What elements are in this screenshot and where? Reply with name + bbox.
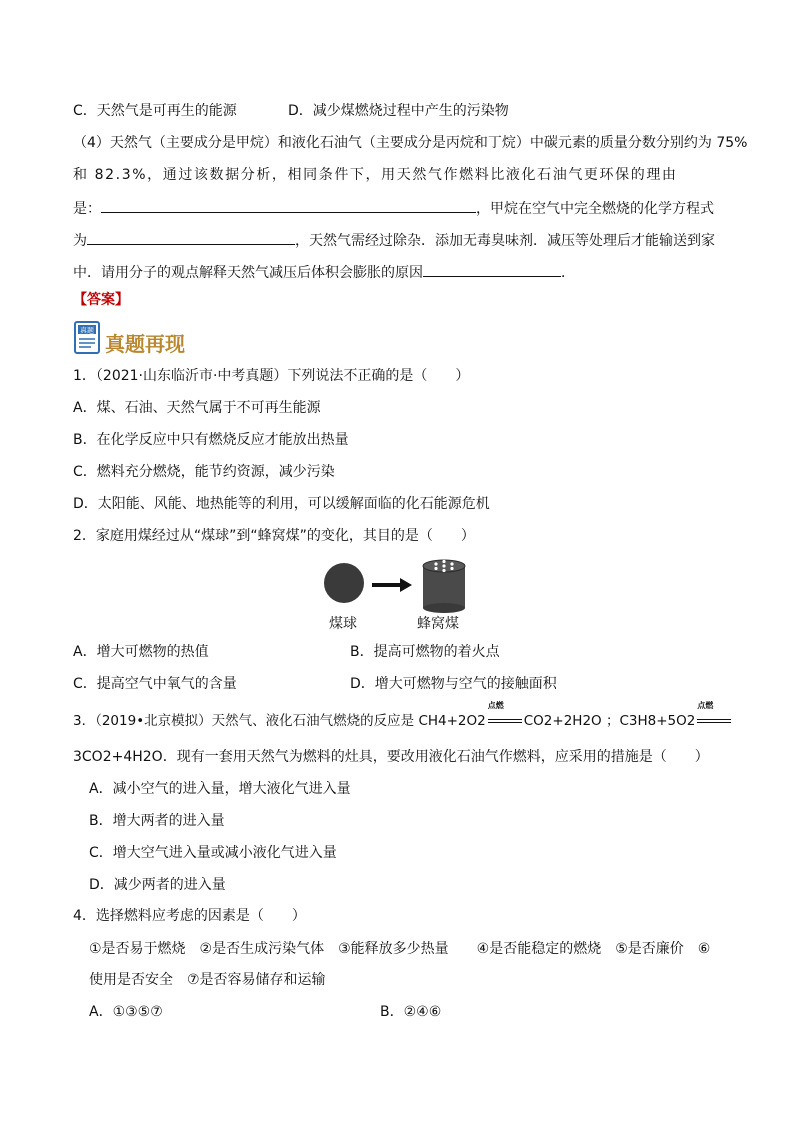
q-prev-option-c: C．天然气是可再生的能源 <box>73 103 237 119</box>
q3-line2: 3CO2+4H2O．现有一套用天然气为燃料的灶具，要改用液化石油气作燃料，应采用的措施是（ ） <box>73 749 709 765</box>
q3-eq2-reactants: C3H8+5O2 <box>619 713 696 729</box>
honeycomb-coal-shape <box>423 560 465 613</box>
q1-option-c[interactable]: C．燃料充分燃烧，能节约资源，减少污染 <box>73 464 335 480</box>
arrow-head-icon <box>400 578 412 592</box>
answer-blank-2[interactable] <box>87 230 295 245</box>
coal-ball-caption: 煤球 <box>329 616 357 632</box>
q3-eq1-reactants: CH4+2O2 <box>418 713 486 729</box>
q3-stem <box>73 701 733 731</box>
q-prev-part4-line4-start: 为 <box>73 233 87 249</box>
q3-eq1-condition: 点燃 <box>487 701 504 710</box>
q3-eq1-products: CO2+2H2O <box>523 713 602 729</box>
q2-option-a[interactable]: A．增大可燃物的热值 <box>73 644 209 660</box>
q-prev-part4-line1: （4）天然气（主要成分是甲烷）和液化石油气（主要成分是丙烷和丁烷）中碳元素的质量分数分别约为 75% <box>73 135 748 151</box>
answer-label: 【答案】 <box>73 292 129 308</box>
exam-paper-icon-label: 真题 <box>80 326 94 335</box>
q-prev-part4-line2: 和 82.3%，通过该数据分析，相同条件下，用天然气作燃料比液化石油气更环保的理由 <box>73 167 678 183</box>
q3-option-b[interactable]: B．增大两者的进入量 <box>89 813 225 829</box>
q-prev-part4-line5 <box>73 262 575 283</box>
q-prev-part4-line5-start: 中．请用分子的观点解释天然气减压后体积会膨胀的原因 <box>73 265 423 281</box>
coal-illustration <box>322 556 472 616</box>
q-prev-option-d: D．减少煤燃烧过程中产生的污染物 <box>288 103 509 119</box>
q2-option-d[interactable]: D．增大可燃物与空气的接触面积 <box>350 676 557 692</box>
q-prev-part4-line5-end: ． <box>561 265 575 281</box>
honeycomb-coal-caption: 蜂窝煤 <box>417 616 459 632</box>
q3-option-d[interactable]: D．减少两者的进入量 <box>89 877 226 893</box>
q4-stem: 4．选择燃料应考虑的因素是（ ） <box>73 908 306 924</box>
q4-option-b[interactable]: B．②④⑥ <box>380 1004 442 1020</box>
q-prev-part4-line4-end: ，天然气需经过除杂．添加无毒臭味剂．减压等处理后才能输送到家 <box>295 233 715 249</box>
q-prev-part4-line3-start: 是： <box>73 201 101 217</box>
q2-option-b[interactable]: B．提高可燃物的着火点 <box>350 644 500 660</box>
q1-option-d[interactable]: D．太阳能、风能、地热能等的利用，可以缓解面临的化石能源危机 <box>73 496 490 512</box>
q4-items-line2: 使用是否安全 ⑦是否容易储存和运输 <box>89 972 326 988</box>
q1-option-b[interactable]: B．在化学反应中只有燃烧反应才能放出热量 <box>73 432 349 448</box>
q3-option-c[interactable]: C．增大空气进入量或减小液化气进入量 <box>89 845 337 861</box>
answer-blank-3[interactable] <box>423 262 561 277</box>
q1-stem: 1．（2021·山东临沂市·中考真题）下列说法不正确的是（ ） <box>73 368 470 384</box>
answer-blank-1[interactable] <box>101 198 476 213</box>
q1-option-a[interactable]: A．煤、石油、天然气属于不可再生能源 <box>73 400 321 416</box>
q4-option-a[interactable]: A．①③⑤⑦ <box>89 1004 163 1020</box>
q3-eq2-condition: 点燃 <box>697 701 714 710</box>
q-prev-part4-line4 <box>73 230 715 251</box>
q-prev-part4-line3 <box>73 198 714 219</box>
q2-option-c[interactable]: C．提高空气中氧气的含量 <box>73 676 237 692</box>
q4-items-line1: ①是否易于燃烧 ②是否生成污染气体 ③能释放多少热量 ④是否能稳定的燃烧 ⑤是否廉价 ⑥ <box>89 941 711 957</box>
q3-separator: ； <box>605 713 620 729</box>
coal-ball-shape <box>324 563 364 603</box>
q2-stem: 2．家庭用煤经过从“煤球”到“蜂窝煤”的变化，其目的是（ ） <box>73 528 475 544</box>
section-title: 真题再现 <box>105 332 185 356</box>
q3-option-a[interactable]: A．减小空气的进入量，增大液化气进入量 <box>89 781 351 797</box>
section-header <box>73 316 185 356</box>
q-prev-part4-line3-end: ，甲烷在空气中完全燃烧的化学方程式 <box>476 201 714 217</box>
q3-eq2-arrow <box>695 701 733 731</box>
q3-stem-text: 3．（2019•北京模拟）天然气、液化石油气燃烧的反应是 <box>73 713 419 729</box>
exam-paper-icon <box>73 320 103 356</box>
q3-eq1-arrow <box>486 701 524 731</box>
